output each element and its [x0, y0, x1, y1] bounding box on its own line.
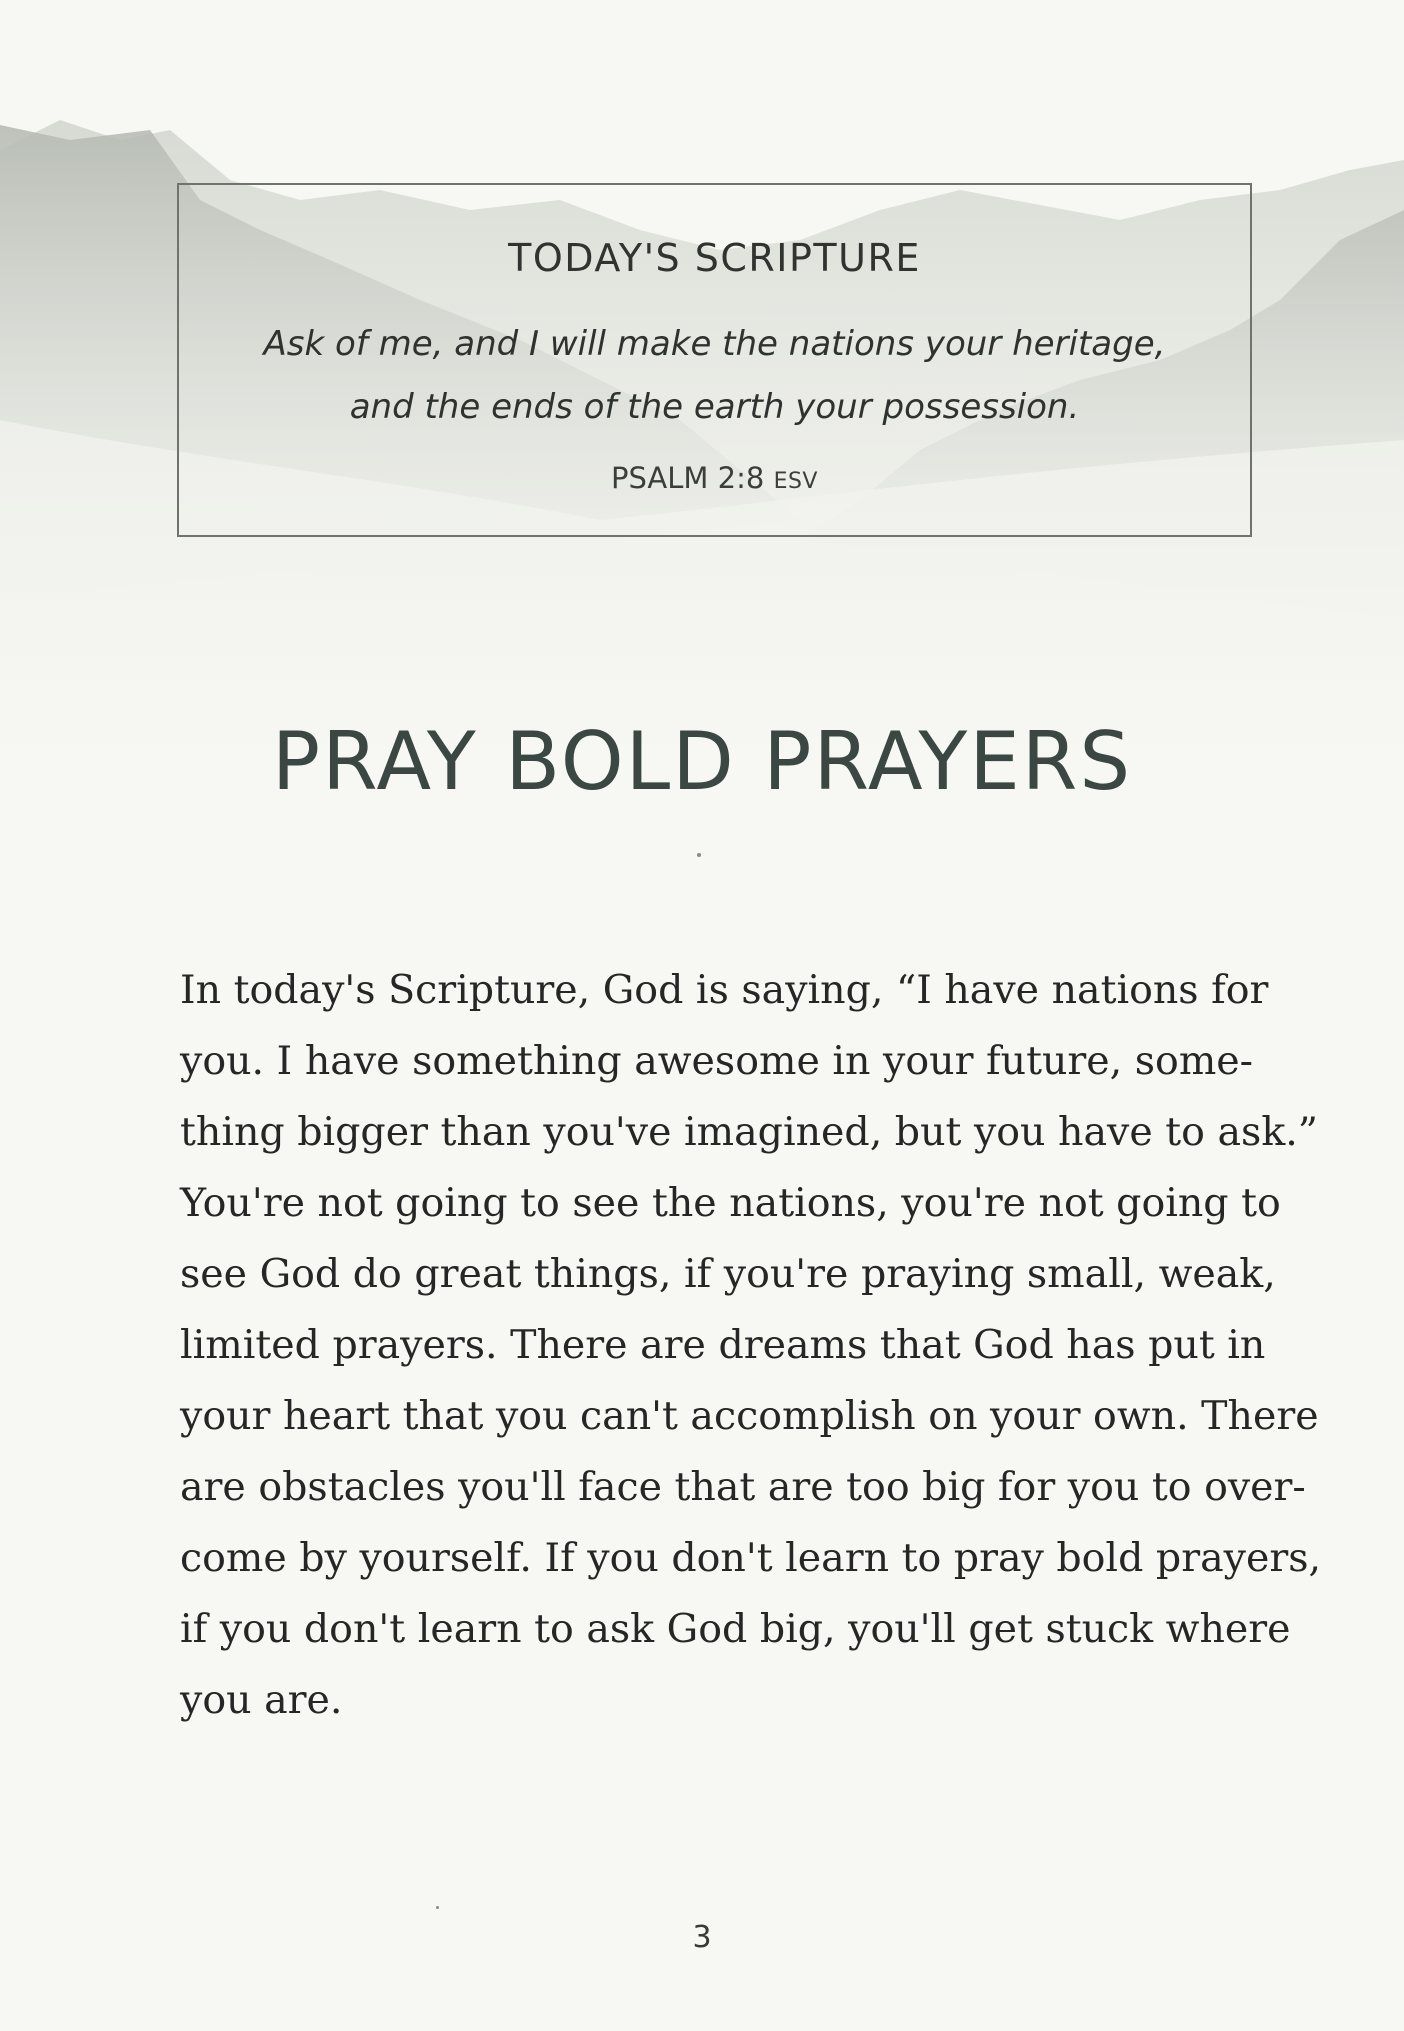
print-speck [436, 1906, 439, 1909]
body-line: are obstacles you'll face that are too big for you to over- [180, 1464, 1306, 1510]
scripture-heading: TODAY'S SCRIPTURE [508, 236, 921, 280]
body-line: In today's Scripture, God is saying, “I have nations for [180, 967, 1269, 1013]
scripture-box [177, 183, 1252, 537]
print-speck [697, 853, 701, 857]
body-paragraph [180, 955, 1322, 1736]
body-line: you. I have something awesome in your future, some- [180, 1038, 1253, 1084]
body-line: thing bigger than you've imagined, but you have to ask.” [180, 1109, 1318, 1155]
scripture-reference [179, 461, 1250, 495]
scripture-verse [179, 313, 1250, 439]
page-number: 3 [692, 1920, 712, 1955]
chapter-title: PRAY BOLD PRAYERS [271, 715, 1133, 808]
body-line: limited prayers. There are dreams that God has put in [180, 1322, 1266, 1368]
verse-line: Ask of me, and I will make the nations your heritage, [263, 324, 1166, 364]
body-line: you are. [180, 1677, 343, 1723]
reference-text: PSALM 2:8 [611, 461, 765, 495]
body-line: if you don't learn to ask God big, you'll get stuck where [180, 1606, 1291, 1652]
body-line: come by yourself. If you don't learn to pray bold prayers, [180, 1535, 1322, 1581]
body-line: see God do great things, if you're praying small, weak, [180, 1251, 1276, 1297]
bible-version: ESV [773, 469, 818, 494]
body-line: your heart that you can't accomplish on your own. There [180, 1393, 1319, 1439]
verse-line: and the ends of the earth your possession. [349, 387, 1080, 427]
body-line: You're not going to see the nations, you're not going to [180, 1180, 1281, 1226]
